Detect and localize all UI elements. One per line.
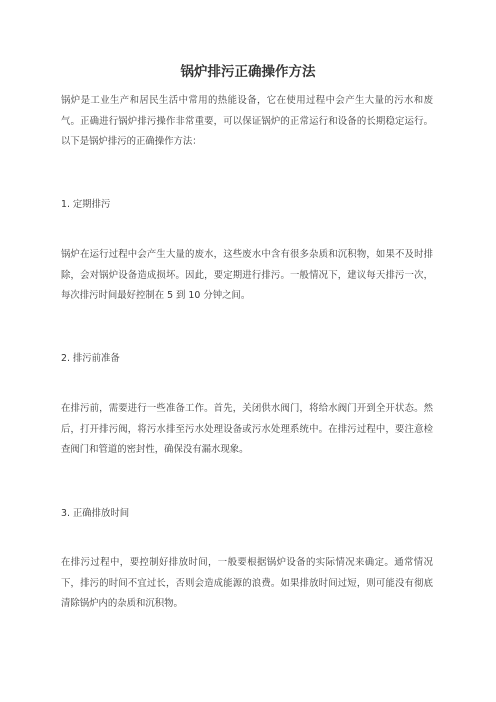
section-heading-3: 3. 正确排放时间	[61, 508, 130, 519]
section-heading-2: 2. 排污前准备	[61, 353, 120, 364]
document-title: 锅炉排污正确操作方法	[180, 64, 316, 80]
intro-paragraph: 锅炉是工业生产和居民生活中常用的热能设备，它在使用过程中会产生大量的污水和废气。正确进行锅炉排污操作非常重要，可以保证锅炉的正常运行和设备的长期稳定运行。以下是锅炉排污的正确操作方法：	[61, 95, 433, 147]
section-body-2: 在排污前，需要进行一些准备工作。首先，关闭供水阀门，将给水阀门开到全开状态。然后，打开排污阀，将污水排至污水处理设备或污水处理系统中。在排污过程中，要注意检查阀门和管道的密封性，确保没有漏水现象。	[61, 403, 433, 455]
section-body-1: 锅炉在运行过程中会产生大量的废水，这些废水中含有很多杂质和沉积物，如果不及时排除，会对锅炉设备造成损坏。因此，要定期进行排污。一般情况下，建议每天排污一次，每次排污时间最好控制在 5 到 10 分钟之间。	[61, 249, 433, 301]
section-heading-1: 1. 定期排污	[61, 199, 111, 210]
section-body-3: 在排污过程中，要控制好排放时间，一般要根据锅炉设备的实际情况来确定。通常情况下，排污的时间不宜过长，否则会造成能源的浪费。如果排放时间过短，则可能没有彻底清除锅炉内的杂质和沉积物。	[61, 557, 433, 609]
